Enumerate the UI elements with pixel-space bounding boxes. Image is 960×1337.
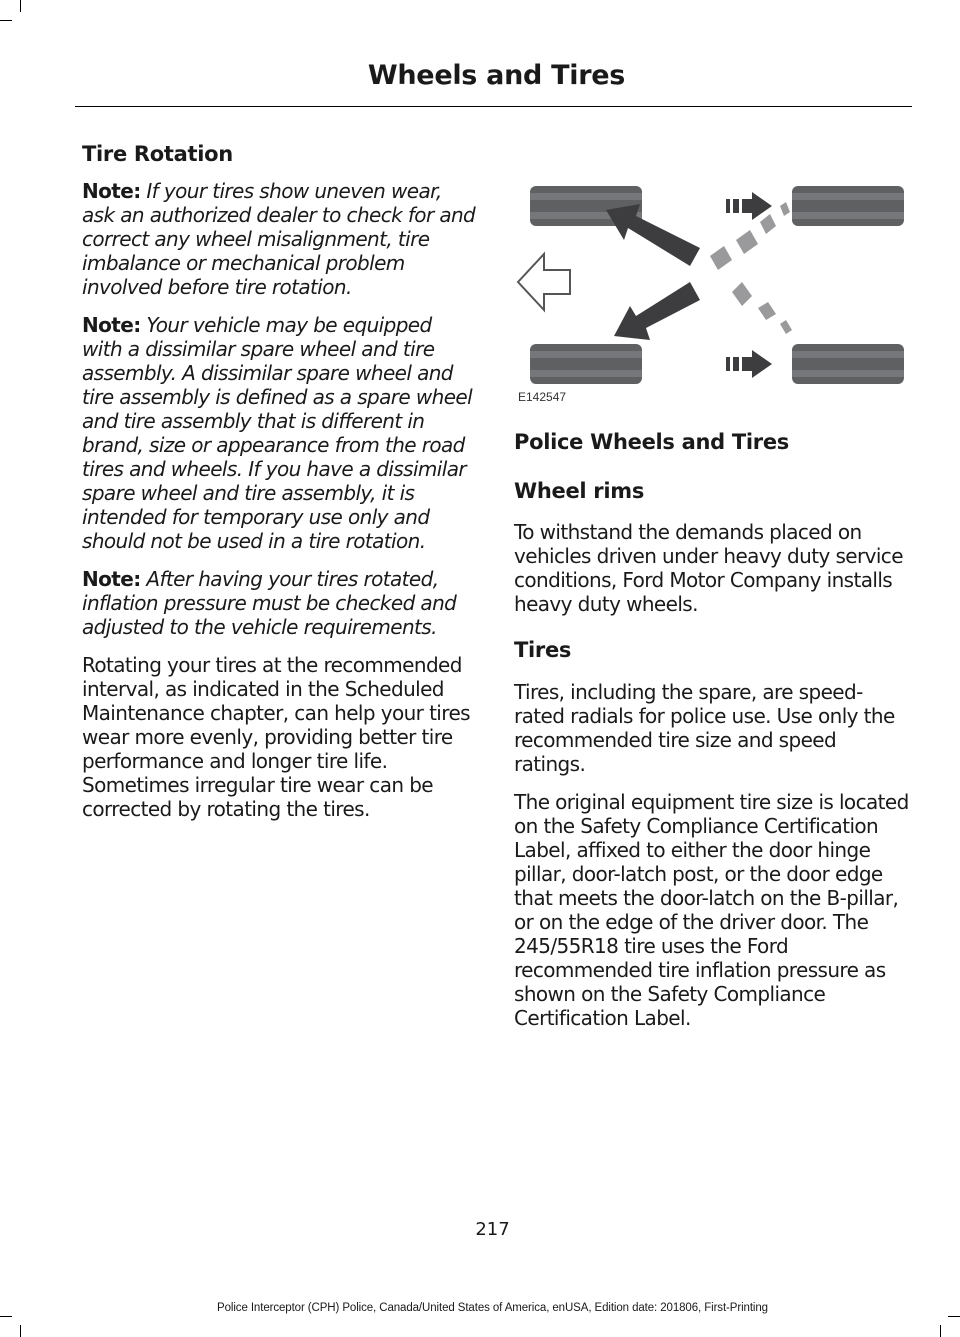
note-text: After having your tires rotated, inflation pressure must be checked and adjusted to the vehicle requirements. bbox=[82, 567, 457, 640]
tire-rear-right bbox=[792, 344, 904, 384]
police-wheels-heading: Police Wheels and Tires bbox=[514, 430, 790, 454]
wheel-rims-heading: Wheel rims bbox=[514, 479, 645, 504]
tire-rotation-svg bbox=[514, 156, 909, 408]
crop-mark-top-left bbox=[0, 20, 12, 21]
tire-rear-left bbox=[530, 344, 642, 384]
note-label: Note: bbox=[82, 179, 141, 204]
crop-mark-top-left-v bbox=[20, 0, 21, 12]
diagonal-arrow-to-front-left-icon bbox=[606, 204, 700, 266]
tire-front-right bbox=[792, 186, 904, 226]
dashed-diagonal-from-rear-right-icon bbox=[732, 282, 792, 334]
note-text: If your tires show uneven wear, ask an authorized dealer to check for and correct any wheel misalignment, tire imbalance or mechanical problem involved before tire rotation. bbox=[82, 179, 476, 300]
rotation-paragraph: Rotating your tires at the recommended interval, as indicated in the Scheduled Maintenance chapter, can help your tires wear more evenly, providing better tire performance and longer tire life. Sometimes irregular tire wear can be corrected by rotating the tires. bbox=[82, 653, 470, 822]
crop-mark-bottom-left-v bbox=[20, 1325, 21, 1337]
dashed-arrow-bottom-icon bbox=[726, 350, 772, 378]
note-text: Your vehicle may be equipped with a dissimilar spare wheel and tire assembly. A dissimilar spare wheel and tire assembly is defined as a spare wheel and tire assembly that is different in brand, size or appearance from the road tires and wheels. If you have a dissimilar spare wheel and tire assembly, it is intended for temporary use only and should not be used in a tire rotation. bbox=[82, 313, 473, 554]
tires-paragraph-2: The original equipment tire size is located on the Safety Compliance Certification Label, affixed to either the door hinge pillar, door-latch post, or the door edge that meets the door-latch on the B-pillar, or on the edge of the driver door. The 245/55R18 tire uses the Ford recommended tire inflation pressure as shown on the Safety Compliance Certification Label. bbox=[514, 789, 909, 1030]
dashed-arrow-top-icon bbox=[726, 192, 772, 220]
crop-mark-bottom-left bbox=[0, 1316, 12, 1317]
tires-paragraph-1: Tires, including the spare, are speed-rated radials for police use. Use only the recommended tire size and speed ratings. bbox=[514, 679, 895, 776]
crop-mark-bottom-right-v bbox=[940, 1325, 941, 1337]
diagonal-arrow-to-rear-left-icon bbox=[614, 282, 700, 340]
wheel-rims-paragraph: To withstand the demands placed on vehicles driven under heavy duty service conditions, Ford Motor Company installs heavy duty wheels. bbox=[514, 520, 903, 617]
note-2 bbox=[82, 313, 477, 553]
note-label: Note: bbox=[82, 567, 141, 592]
tire-rotation-diagram bbox=[514, 156, 909, 408]
crop-mark-bottom-right bbox=[948, 1316, 960, 1317]
page-header-title: Wheels and Tires bbox=[367, 60, 625, 91]
header-rule bbox=[75, 106, 912, 107]
figure-code: E142547 bbox=[518, 390, 567, 404]
note-3 bbox=[82, 567, 477, 639]
note-1 bbox=[82, 179, 477, 299]
note-label: Note: bbox=[82, 313, 141, 338]
forward-direction-arrow-icon bbox=[518, 254, 570, 310]
footer-edition-text: Police Interceptor (CPH) Police, Canada/United States of America, enUSA, Edition date: 201806, First-Printing bbox=[217, 1302, 768, 1314]
right-column bbox=[514, 142, 912, 1044]
tires-heading: Tires bbox=[514, 638, 572, 663]
tire-rotation-heading: Tire Rotation bbox=[82, 142, 233, 166]
page-number: 217 bbox=[475, 1219, 510, 1240]
left-column bbox=[82, 142, 477, 835]
